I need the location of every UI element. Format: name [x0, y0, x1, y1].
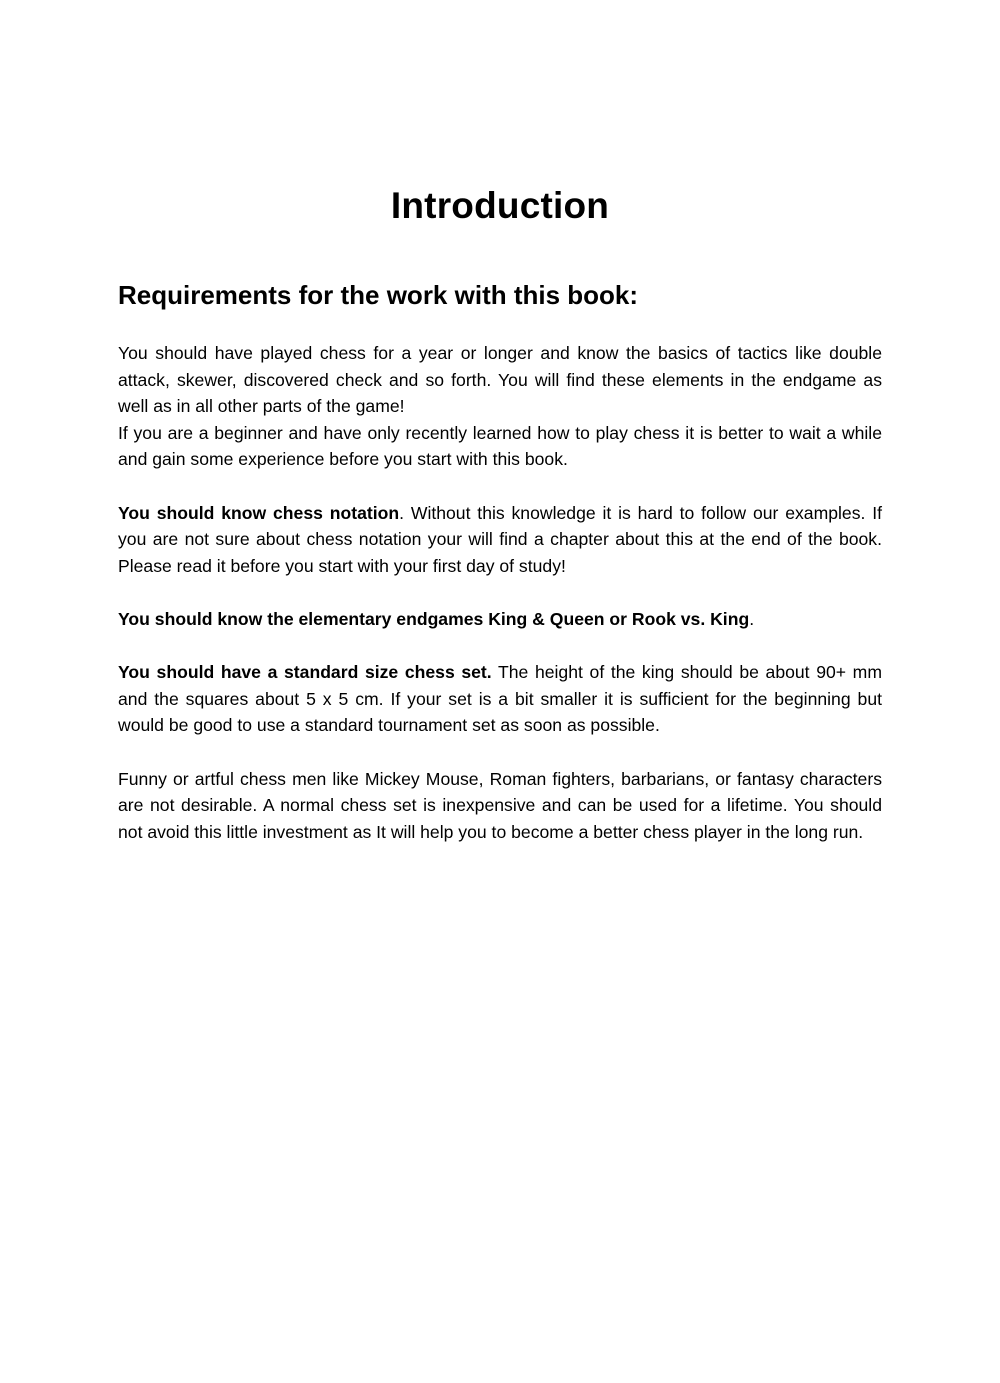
paragraph-chess-set: [118, 659, 882, 739]
paragraph-experience: You should have played chess for a year or longer and know the basics of tactics like double attack, skewer, discovered check and so forth. You will find these elements in the endgame as well as in all other parts of the game!: [118, 343, 882, 417]
notation-emphasis: You should know chess notation: [118, 502, 400, 523]
paragraph-notation: [118, 500, 882, 580]
chess-set-text: The height of the king should be about 90+ mm and the squares about 5 x 5 cm. If your set is a bit smaller it is sufficient for the beginning but would be good to use a standard tournament set as soon as possible.: [118, 662, 882, 736]
chess-set-emphasis: You should have a standard size chess set.: [118, 662, 492, 683]
body-text: [118, 340, 882, 872]
page-title: Introduction: [390, 185, 610, 226]
section-heading: Requirements for the work with this book:: [118, 280, 639, 310]
paragraph-endgames: [118, 606, 882, 633]
paragraph-chess-men: Funny or artful chess men like Mickey Mouse, Roman fighters, barbarians, or fantasy characters are not desirable. A normal chess set is inexpensive and can be used for a lifetime. You should not avoid this little investment as It will help you to become a better chess player in the long run.: [118, 768, 882, 842]
endgames-emphasis: You should know the elementary endgames King & Queen or Rook vs. King: [118, 608, 750, 629]
endgames-text: .: [749, 608, 755, 629]
paragraph-beginner: If you are a beginner and have only recently learned how to play chess it is better to wait a while and gain some experience before you start with this book.: [118, 422, 882, 470]
notation-text: . Without this knowledge it is hard to follow our examples. If you are not sure about chess notation your will find a chapter about this at the end of the book. Please read it before you start with your first day of study!: [118, 502, 882, 576]
